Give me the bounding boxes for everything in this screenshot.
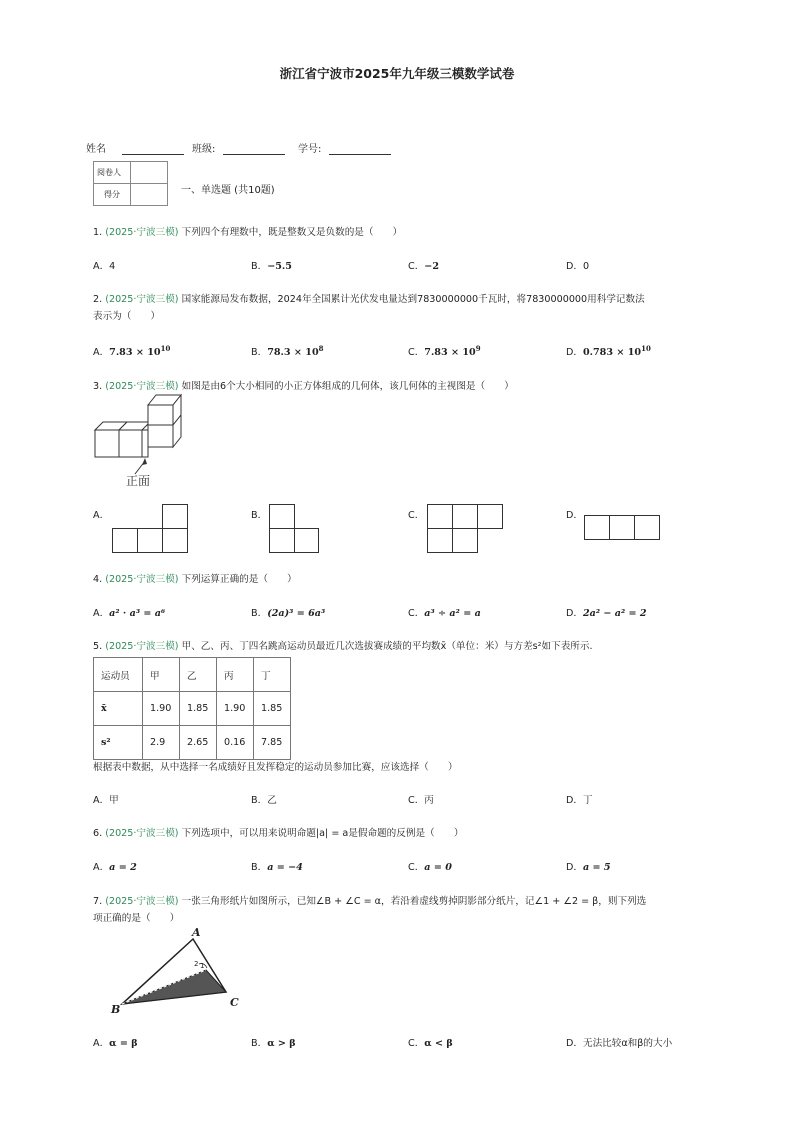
table-cell: 2.65 xyxy=(180,726,217,760)
id-label: 学号: xyxy=(298,144,322,155)
table-cell: 1.85 xyxy=(254,692,291,726)
table-cell: 1.90 xyxy=(143,692,180,726)
q5-option-c[interactable]: C．丙 xyxy=(408,795,434,806)
id-field[interactable] xyxy=(298,140,391,155)
question-text: 如图是由6个大小相同的小正方体组成的几何体，该几何体的主视图是（ ） xyxy=(181,381,514,392)
q1-option-d[interactable]: D．0 xyxy=(566,261,590,272)
table-header-row xyxy=(94,658,291,692)
q4-option-c[interactable]: C．a³ ÷ a² = a xyxy=(408,608,481,619)
question-text: 一张三角形纸片如图所示，已知∠B + ∠C = α，若沿着虚线剪掉阴影部分纸片，记∠1 + ∠2 = β，则下列选 xyxy=(181,896,647,907)
q6-option-a[interactable]: A．a = 2 xyxy=(93,862,137,873)
id-line xyxy=(329,144,391,155)
question-6: 6. (2025·宁波三模) 下列选项中，可以用来说明命题|a| = a是假命题的反例是（ ） xyxy=(93,828,464,839)
q1-option-c[interactable]: C．−2 xyxy=(408,261,440,272)
score-cell[interactable] xyxy=(131,184,168,206)
q6-option-d[interactable]: D．a = 5 xyxy=(566,862,611,873)
table-header-cell: 丁 xyxy=(254,658,291,692)
section-title: 一、单选题 (共10题) xyxy=(181,185,275,196)
q2-option-a[interactable]: A．$7.83 \times 10^{10}$ xyxy=(93,344,171,359)
score-label: 得分 xyxy=(94,184,131,206)
grader-label: 阅卷人 xyxy=(94,162,131,184)
q7-option-c[interactable]: C．α < β xyxy=(408,1038,453,1049)
question-text: 下列四个有理数中，既是整数又是负数的是（ ） xyxy=(181,227,403,238)
question-text: 国家能源局发布数据，2024年全国累计光伏发电量达到7830000000千瓦时，将7830000000用科学记数法 xyxy=(181,294,645,305)
question-2: 2. (2025·宁波三模) 国家能源局发布数据，2024年全国累计光伏发电量达到7830000000千瓦时，将7830000000用科学记数法 表示为（ ） xyxy=(93,294,645,322)
q1-option-a[interactable]: A．4 xyxy=(93,261,116,272)
q5-option-d[interactable]: D．丁 xyxy=(566,795,593,806)
q7-option-a[interactable]: A．α = β xyxy=(93,1038,138,1049)
question-text-continued: 项正确的是（ ） xyxy=(93,913,180,924)
table-header-cell: 甲 xyxy=(143,658,180,692)
q2-option-c[interactable]: C．$7.83 \times 10^9$ xyxy=(408,344,481,359)
q3-option-c-figure[interactable] xyxy=(427,503,505,555)
question-5: 5. (2025·宁波三模) 甲、乙、丙、丁四名跳高运动员最近几次选拔赛成绩的平均数x̄（单位：米）与方差s²如下表所示. xyxy=(93,641,593,652)
q7-option-b[interactable]: B．α > β xyxy=(251,1038,296,1049)
table-cell: 1.85 xyxy=(180,692,217,726)
table-cell: 0.16 xyxy=(217,726,254,760)
vertex-a-label: A xyxy=(192,926,201,939)
question-tag: (2025·宁波三模) xyxy=(105,227,179,238)
question-4: 4. (2025·宁波三模) 下列运算正确的是（ ） xyxy=(93,574,297,585)
front-view-label: 正面 xyxy=(126,474,151,488)
name-line xyxy=(122,144,184,155)
question-text: 下列运算正确的是（ ） xyxy=(181,574,297,585)
q5-option-a[interactable]: A．甲 xyxy=(93,795,119,806)
q3-option-d[interactable]: D． xyxy=(566,510,583,521)
q2-option-b[interactable]: B．$78.3 \times 10^8$ xyxy=(251,344,324,359)
cube-figure xyxy=(90,390,190,490)
q4-option-a[interactable]: A．a² · a³ = a⁶ xyxy=(93,608,166,619)
question-1 xyxy=(93,224,693,241)
table-header-cell: 乙 xyxy=(180,658,217,692)
score-table xyxy=(93,161,168,206)
table-header-cell: 丙 xyxy=(217,658,254,692)
q6-option-b[interactable]: B．a = −4 xyxy=(251,862,303,873)
question-number: 1. xyxy=(93,227,103,238)
name-field[interactable] xyxy=(86,140,184,155)
table-cell: 7.85 xyxy=(254,726,291,760)
q5-option-b[interactable]: B．乙 xyxy=(251,795,277,806)
class-field[interactable] xyxy=(192,140,285,155)
athlete-table xyxy=(93,657,291,760)
q3-option-a[interactable]: A． xyxy=(93,510,110,521)
table-cell: 1.90 xyxy=(217,692,254,726)
table-cell: s² xyxy=(94,726,143,760)
name-label: 姓名 xyxy=(86,144,106,155)
angle-2-label: 2 xyxy=(194,960,199,968)
vertex-b-label: B xyxy=(111,1003,121,1016)
q3-option-a-figure[interactable] xyxy=(112,503,190,555)
class-label: 班级: xyxy=(192,144,216,155)
q4-option-d[interactable]: D．2a² − a² = 2 xyxy=(566,608,647,619)
table-row xyxy=(94,692,291,726)
question-text: 下列选项中，可以用来说明命题|a| = a是假命题的反例是（ ） xyxy=(181,828,464,839)
q1-option-b[interactable]: B．−5.5 xyxy=(251,261,292,272)
grader-cell[interactable] xyxy=(131,162,168,184)
question-7: 7. (2025·宁波三模) 一张三角形纸片如图所示，已知∠B + ∠C = α，若沿着虚线剪掉阴影部分纸片，记∠1 + ∠2 = β，则下列选 项正确的是（ ） xyxy=(93,896,647,924)
page-title: 浙江省宁波市2025年九年级三模数学试卷 xyxy=(279,66,515,81)
q3-option-b[interactable]: B． xyxy=(251,510,268,521)
table-cell: 2.9 xyxy=(143,726,180,760)
q3-option-c[interactable]: C． xyxy=(408,510,425,521)
question-5-prompt: 根据表中数据，从中选择一名成绩好且发挥稳定的运动员参加比赛，应该选择（ ） xyxy=(93,762,458,773)
q2-option-d[interactable]: D．$0.783 \times 10^{10}$ xyxy=(566,344,651,359)
table-row xyxy=(94,726,291,760)
q6-option-c[interactable]: C．a = 0 xyxy=(408,862,452,873)
table-header-cell: 运动员 xyxy=(94,658,143,692)
triangle-figure xyxy=(108,924,248,1016)
q4-option-b[interactable]: B．(2a)³ = 6a³ xyxy=(251,608,326,619)
class-line xyxy=(223,144,285,155)
table-cell: x̄ xyxy=(94,692,143,726)
q3-option-d-figure[interactable] xyxy=(583,514,661,542)
question-text-continued: 表示为（ ） xyxy=(93,311,161,322)
question-text: 甲、乙、丙、丁四名跳高运动员最近几次选拔赛成绩的平均数x̄（单位：米）与方差s²如下表所示. xyxy=(181,641,593,652)
question-3: 3. (2025·宁波三模) 如图是由6个大小相同的小正方体组成的几何体，该几何体的主视图是（ ） xyxy=(93,381,514,392)
q7-option-d[interactable]: D．无法比较α和β的大小 xyxy=(566,1038,673,1049)
vertex-c-label: C xyxy=(230,996,239,1009)
q3-option-b-figure[interactable] xyxy=(268,503,321,555)
angle-1-label: 1 xyxy=(200,962,205,970)
